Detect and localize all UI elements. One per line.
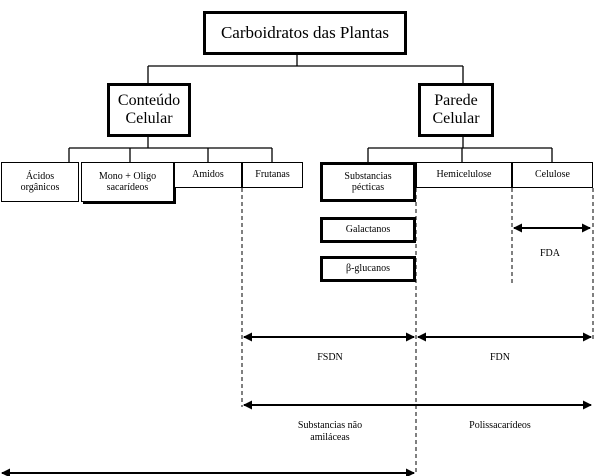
title-text: Carboidratos das Plantas bbox=[220, 23, 390, 43]
galactans-text: Galactanos bbox=[345, 224, 391, 236]
beta-glucans-text: β-glucanos bbox=[346, 263, 390, 275]
starch-text: Amidos bbox=[192, 169, 224, 181]
fructans-box bbox=[242, 162, 303, 188]
beta-glucans-box bbox=[320, 256, 416, 282]
cell-wall-box bbox=[418, 83, 494, 137]
mono-oligo-box bbox=[81, 162, 174, 202]
pectic-text: Substancias pécticas bbox=[344, 170, 392, 193]
starch-box bbox=[174, 162, 242, 188]
galactans-box bbox=[320, 217, 416, 243]
cellulose-text: Celulose bbox=[535, 169, 570, 181]
cell-content-text: Conteúdo Celular bbox=[117, 91, 181, 127]
fsdn-label: FSDN bbox=[317, 352, 343, 363]
fructans-text: Frutanas bbox=[255, 169, 290, 181]
fdn-label: FDN bbox=[489, 352, 510, 363]
non-starch-label: Substancias não amiláceas bbox=[297, 420, 363, 443]
cellulose-box bbox=[512, 162, 593, 188]
cell-wall-text: Parede Celular bbox=[432, 91, 480, 127]
pectic-box bbox=[320, 162, 416, 202]
cell-content-box bbox=[107, 83, 191, 137]
organic-acids-text: Ácidos orgânicos bbox=[20, 170, 60, 193]
fda-label: FDA bbox=[539, 248, 560, 259]
mono-oligo-text: Mono + Oligo sacarídeos bbox=[98, 170, 157, 193]
hemicellulose-box bbox=[416, 162, 512, 188]
organic-acids-box bbox=[1, 162, 79, 202]
hemicellulose-text: Hemicelulose bbox=[436, 169, 492, 181]
title-box bbox=[203, 11, 407, 55]
polysaccharides-label: Polissacarídeos bbox=[469, 420, 531, 431]
